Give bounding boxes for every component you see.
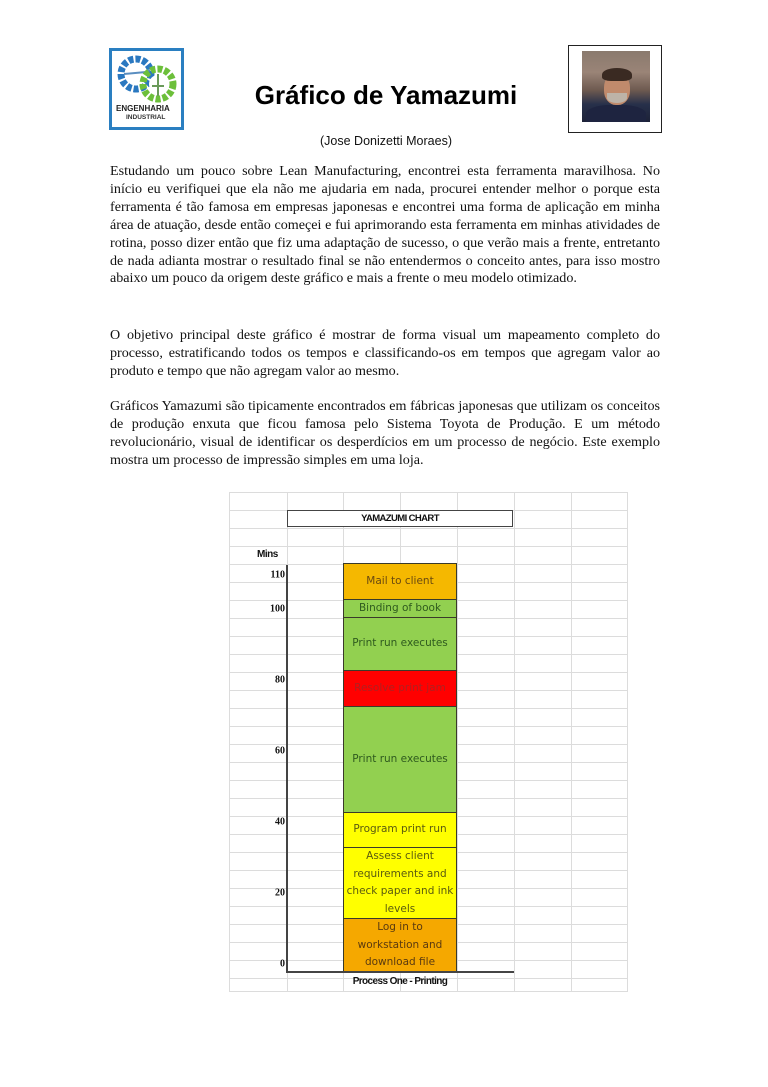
- chart-title: YAMAZUMI CHART: [287, 510, 513, 527]
- segment-print-run-executes-1: Print run executes: [343, 706, 457, 813]
- y-tick-100: 100: [270, 603, 285, 615]
- x-axis-label: Process One - Printing: [352, 976, 448, 987]
- page-title: Gráfico de Yamazumi: [254, 80, 518, 110]
- y-tick-60: 60: [275, 745, 285, 757]
- paragraph-objective: O objetivo principal deste gráfico é mostrar de forma visual um mapeamento completo do processo, estratificando todos os tempos e classificando-os em tempos que agregam valor ao produto e tempo que não agregam valor ao mesmo.: [110, 327, 660, 379]
- yamazumi-chart: [229, 492, 628, 992]
- y-axis-line: [286, 565, 288, 973]
- author-photo-frame: [568, 45, 662, 133]
- y-axis-label: Mins: [257, 549, 278, 560]
- paragraph-yamazumi-origin: Gráficos Yamazumi são tipicamente encontrados em fábricas japonesas que utilizam os conceitos de produção enxuta que ficou famosa pelo Sistema Toyota de Produção. E um método revolucionário, visual de identificar os desperdícios em um processo de negócio. Este exemplo mostra um processo de impressão simples em uma loja.: [110, 398, 660, 468]
- logo-text-line1: ENGENHARIA: [116, 104, 170, 113]
- author-photo: [582, 51, 650, 122]
- segment-print-run-executes-2: Print run executes: [343, 617, 457, 671]
- segment-binding-of-book: Binding of book: [343, 599, 457, 618]
- y-tick-0: 0: [280, 958, 285, 970]
- y-tick-20: 20: [275, 887, 285, 899]
- author-name: (Jose Donizetti Moraes): [320, 134, 452, 148]
- segment-assess-client-requirements: Assess client requirements and check paper and ink levels: [343, 847, 457, 919]
- segment-program-print-run: Program print run: [343, 812, 457, 848]
- x-axis-line: [286, 971, 514, 973]
- y-tick-40: 40: [275, 816, 285, 828]
- segment-log-in-workstation: Log in to workstation and download file: [343, 918, 457, 973]
- y-tick-80: 80: [275, 674, 285, 686]
- logo-text-line2: INDUSTRIAL: [126, 114, 166, 121]
- y-tick-110: 110: [270, 569, 285, 581]
- paragraph-intro: Estudando um pouco sobre Lean Manufacturing, encontrei esta ferramenta maravilhosa. No início eu verifiquei que ela não me ajudaria em nada, procurei entender melhor o porque esta ferramenta é tão famosa em empresas japonesas e encontrei uma forma de aplicação em minha área de atuação, desde então começei e fui aprimorando esta ferramenta em minhas atividades de rotina, posso dizer então que fiz uma adaptação de sucesso, o que verão mais a frente, entretanto de nada adianta mostrar o resultado final se não entendermos o conceito antes, para isso mostro abaixo um pouco da origem deste gráfico e mais a frente o meu modelo otimizado.: [110, 163, 660, 287]
- segment-mail-to-client: Mail to client: [343, 563, 457, 600]
- segment-resolve-print-jam: Resolve print jam: [343, 670, 457, 707]
